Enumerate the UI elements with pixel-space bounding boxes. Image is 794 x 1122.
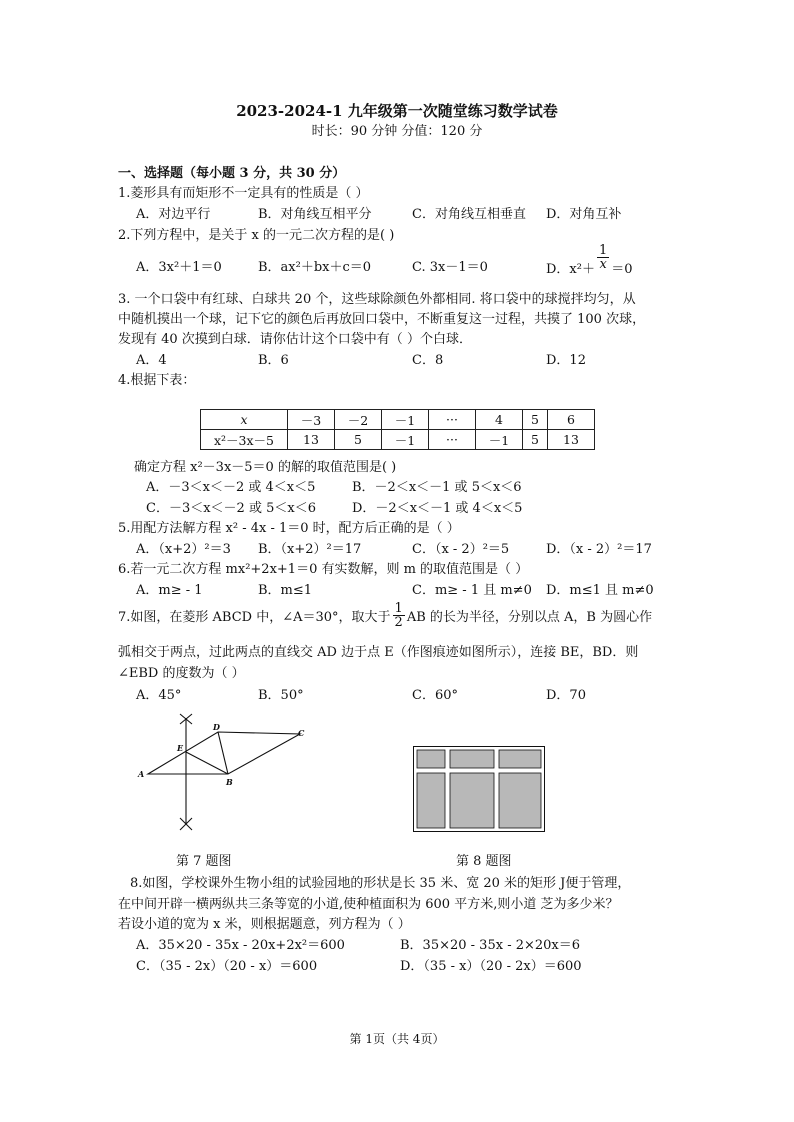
- section-heading: 一、选择题（每小题 3 分，共 30 分）: [118, 166, 346, 181]
- q2-option-b: B．ax²＋bx＋c＝0: [258, 260, 372, 275]
- figure-7-caption: 第 7 题图: [176, 854, 232, 869]
- q7-line-2: 弧相交于两点，过此两点的直线交 AD 边于点 E（作图痕迹如图所示），连接 BE，BD．则: [118, 645, 639, 660]
- label-e: E: [177, 743, 184, 753]
- q2-stem: 2.下列方程中，是关于 x 的一元二次方程的是( ): [118, 228, 395, 243]
- table-cell: x: [201, 410, 288, 430]
- q2-d-prefix: D．x²＋: [546, 262, 595, 277]
- q2-d-fraction: [597, 244, 609, 271]
- q3-option-c: C．8: [412, 353, 444, 368]
- plot-top-right: [499, 750, 541, 768]
- table-cell: 4: [476, 410, 523, 430]
- q4-table: [200, 409, 595, 450]
- q7-frac-numerator: 1: [394, 601, 403, 616]
- q3-line-1: 3. 一个口袋中有红球、白球共 20 个，这些球除颜色外都相同. 将口袋中的球搅拌均匀，从: [118, 292, 636, 307]
- page-footer: 第 1页（共 4页）: [349, 1032, 445, 1046]
- q5-option-d: D．（x - 2）²＝17: [546, 542, 652, 557]
- q1-option-c: C．对角线互相垂直: [412, 207, 526, 222]
- q7-line-1: [118, 601, 653, 631]
- q7-line-3: ∠EBD 的度数为（ ）: [118, 666, 245, 681]
- q8-option-a: A．35×20 - 35x - 20x+2x²＝600: [136, 938, 345, 953]
- q2-d-suffix: ＝0: [611, 262, 633, 277]
- segment-be: [186, 752, 228, 774]
- table-cell: －1: [476, 430, 523, 450]
- q6-option-a: A．m≥ - 1: [136, 583, 203, 598]
- table-cell: 5: [523, 410, 548, 430]
- q7-line-1-pre: 7.如图，在菱形 ABCD 中，∠A＝30°，取大于: [118, 610, 391, 625]
- q7-option-c: C．60°: [412, 688, 458, 703]
- table-cell: 13: [548, 430, 595, 450]
- q7-frac-denominator: 2: [394, 615, 403, 630]
- rhombus-abcd: [148, 732, 300, 774]
- plot-top-left: [417, 750, 445, 768]
- table-cell: 6: [548, 410, 595, 430]
- table-row: [201, 430, 595, 450]
- q2-option-c: C. 3x－1＝0: [412, 260, 488, 275]
- plot-bottom-middle: [450, 773, 494, 828]
- q7-fraction: [393, 602, 405, 629]
- q5-stem: 5.用配方法解方程 x² - 4x - 1＝0 时，配方后正确的是（ ）: [118, 521, 460, 536]
- q7-option-a: A．45°: [136, 688, 182, 703]
- q4-option-d: D．－2＜x＜－1 或 4＜x＜5: [352, 501, 523, 516]
- table-cell: ···: [429, 410, 476, 430]
- label-b: B: [226, 777, 233, 787]
- q4-stem: 4.根据下表：: [118, 373, 196, 388]
- table-cell: －1: [382, 430, 429, 450]
- q6-option-c: C．m≥ - 1 且 m≠0: [412, 583, 532, 598]
- q1-option-d: D．对角互补: [546, 207, 622, 222]
- q8-line-3: 若设小道的宽为 x 米，则根据题意，列方程为（ ）: [118, 917, 411, 932]
- figure-7-rhombus: [130, 712, 320, 837]
- q2-d-numerator: 1: [598, 243, 608, 258]
- q6-stem: 6.若一元二次方程 mx²+2x+1＝0 有实数解，则 m 的取值范围是（ ）: [118, 562, 529, 577]
- q5-option-b: B．（x+2）²＝17: [258, 542, 362, 557]
- table-cell: －2: [335, 410, 382, 430]
- q3-line-2: 中随机摸出一个球，记下它的颜色后再放回口袋中，不断重复这一过程，共摸了 100 次球，: [118, 312, 646, 327]
- q2-d-denominator: x: [599, 257, 607, 272]
- q4-option-c: C．－3＜x＜－2 或 5＜x＜6: [146, 501, 316, 516]
- q8-line-1: 8.如图，学校课外生物小组的试验园地的形状是长 35 米、宽 20 米的矩形 J便于管理，: [130, 876, 631, 891]
- table-row: [201, 410, 595, 430]
- table-cell: x²－3x－5: [201, 430, 288, 450]
- q8-option-c: C．（35 - 2x）（20 - x）＝600: [136, 959, 318, 974]
- q8-line-2: 在中间开辟一横两纵共三条等宽的小道,使种植面积为 600 平方米,则小道 芝为多少米？: [118, 897, 619, 912]
- q4-prompt: 确定方程 x²－3x－5＝0 的解的取值范围是( ): [134, 460, 397, 475]
- segment-bd: [218, 732, 228, 774]
- q5-option-c: C．（x - 2）²＝5: [412, 542, 510, 557]
- table-cell: 5: [335, 430, 382, 450]
- figure-8-caption: 第 8 题图: [456, 854, 512, 869]
- label-a: A: [138, 769, 145, 779]
- table-cell: －3: [288, 410, 335, 430]
- table-cell: －1: [382, 410, 429, 430]
- q4-option-b: B．－2＜x＜－1 或 5＜x＜6: [352, 480, 522, 495]
- exam-subtitle: 时长：90 分钟 分值：120 分: [311, 124, 483, 139]
- label-d: D: [213, 722, 220, 732]
- q7-option-b: B．50°: [258, 688, 304, 703]
- q8-option-d: D．（35 - x）（20 - 2x）＝600: [400, 959, 582, 974]
- q1-option-a: A．对边平行: [136, 207, 211, 222]
- q2-option-d: [546, 243, 633, 277]
- q1-stem: 1.菱形具有而矩形不一定具有的性质是（ ）: [118, 186, 369, 201]
- q3-option-b: B．6: [258, 353, 289, 368]
- q3-option-d: D．12: [546, 353, 586, 368]
- figure-8-garden: [413, 746, 545, 832]
- q6-option-d: D．m≤1 且 m≠0: [546, 583, 654, 598]
- q5-option-a: A．（x+2）²＝3: [136, 542, 231, 557]
- q4-option-a: A．－3＜x＜－2 或 4＜x＜5: [146, 480, 316, 495]
- plot-top-middle: [450, 750, 494, 768]
- table-cell: 5: [523, 430, 548, 450]
- exam-title: 2023-2024-1 九年级第一次随堂练习数学试卷: [236, 102, 558, 120]
- q8-option-b: B．35×20 - 35x - 2×20x＝6: [400, 938, 581, 953]
- table-cell: ···: [429, 430, 476, 450]
- plot-bottom-left: [417, 773, 445, 828]
- q6-option-b: B．m≤1: [258, 583, 313, 598]
- label-c: C: [298, 728, 305, 738]
- q3-option-a: A．4: [136, 353, 167, 368]
- q1-option-b: B．对角线互相平分: [258, 207, 372, 222]
- plot-bottom-right: [499, 773, 541, 828]
- q7-option-d: D．70: [546, 688, 586, 703]
- q7-line-1-post: AB 的长为半径，分别以点 A，B 为圆心作: [406, 610, 653, 625]
- table-cell: 13: [288, 430, 335, 450]
- q2-option-a: A．3x²＋1＝0: [136, 260, 222, 275]
- q3-line-3: 发现有 40 次摸到白球．请你估计这个口袋中有（ ）个白球．: [118, 332, 472, 347]
